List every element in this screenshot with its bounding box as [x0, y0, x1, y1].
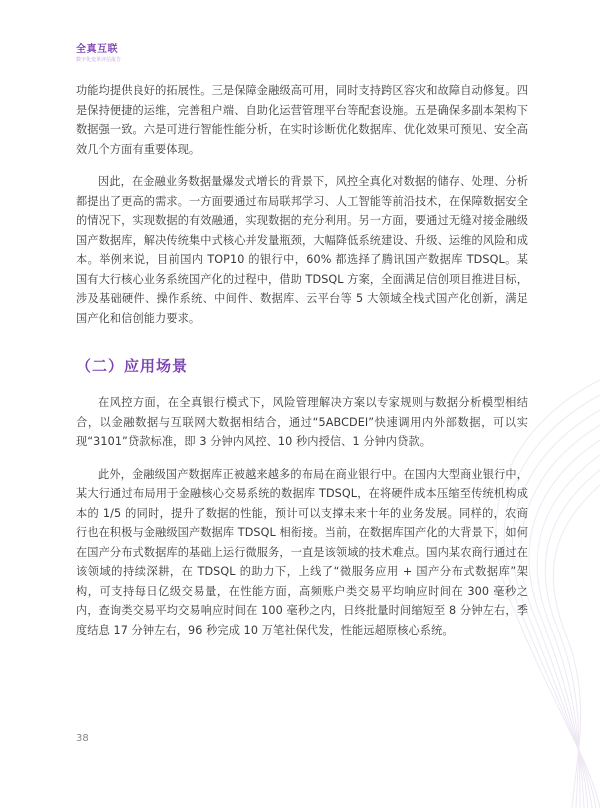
brand-title: 全真互联	[76, 44, 118, 55]
main-content	[76, 81, 528, 640]
page-number: 38	[76, 733, 89, 744]
paragraph: 此外，金融级国产数据库正被越来越多的布局在商业银行中。在国内大型商业银行中，某大行通过布局用于金融核心交易系统的数据库 TDSQL，在将硬件成本压缩至传统机构成本的 1/5 的同时，提升了数据的性能，预计可以支撑未来十年的业务发展。同样的，农商行也在积极与金融级国产数据库 TDSQL 相衔接。当前，在数据库国产化的大背景下，如何在国产分布式数据库的基础上运行微服务，一直是该领域的技术难点。国内某农商行通过在该领域的持续深耕，在 TDSQL 的助力下，上线了“微服务应用 + 国产分布式数据库”架构，可支持每日亿级交易量，在性能方面，高频账户类交易平均响应时间在 300 毫秒之内，查询类交易平均交易响应时间在 100 毫秒之内，日终批量时间缩短至 8 分钟左右，季度结息 17 分钟左右，96 秒完成 10 万笔社保代发，性能远超原核心系统。	[76, 467, 528, 637]
paragraph: 因此，在金融业务数据量爆发式增长的背景下，风控全真化对数据的储存、处理、分析都提出了更高的需求。一方面要通过布局联邦学习、人工智能等前沿技术，在保障数据安全的情况下，实现数据的有效融通，实现数据的充分利用。另一方面，要通过无缝对接金融级国产数据库，解决传统集中式核心并发量瓶颈，大幅降低系统建设、升级、运维的风险和成本。举例来说，目前国内 TOP10 的银行中，60% 都选择了腾讯国产数据库 TDSQL。某国有大行核心业务系统国产化的过程中，借助 TDSQL 方案，全面满足信创项目推进目标，涉及基础硬件、操作系统、中间件、数据库、云平台等 5 大领域全栈式国产化创新，满足国产化和信创能力要求。	[76, 175, 528, 325]
brand-subtitle: 数字化变革评估报告	[76, 57, 122, 63]
brand-header	[76, 44, 121, 64]
section-title: （二）应用场景	[76, 357, 189, 375]
paragraph: 在风控方面，在全真银行模式下，风险管理解决方案以专家规则与数据分析模型相结合，以金融数据与互联网大数据相结合，通过“5ABCDEI”快速调用内外部数据，可以实现“3101”贷款标准，即 3 分钟内风控、10 秒内授信、1 分钟内贷款。	[76, 396, 528, 448]
paragraph: 功能均提供良好的拓展性。三是保障金融级高可用，同时支持跨区容灾和故障自动修复。四是保持便捷的运维，完善租户端、自助化运营管理平台等配套设施。五是确保多副本架构下数据强一致。六是可进行智能性能分析，在实时诊断优化数据库、优化效果可预见、安全高效几个方面有重要体现。	[76, 84, 528, 156]
